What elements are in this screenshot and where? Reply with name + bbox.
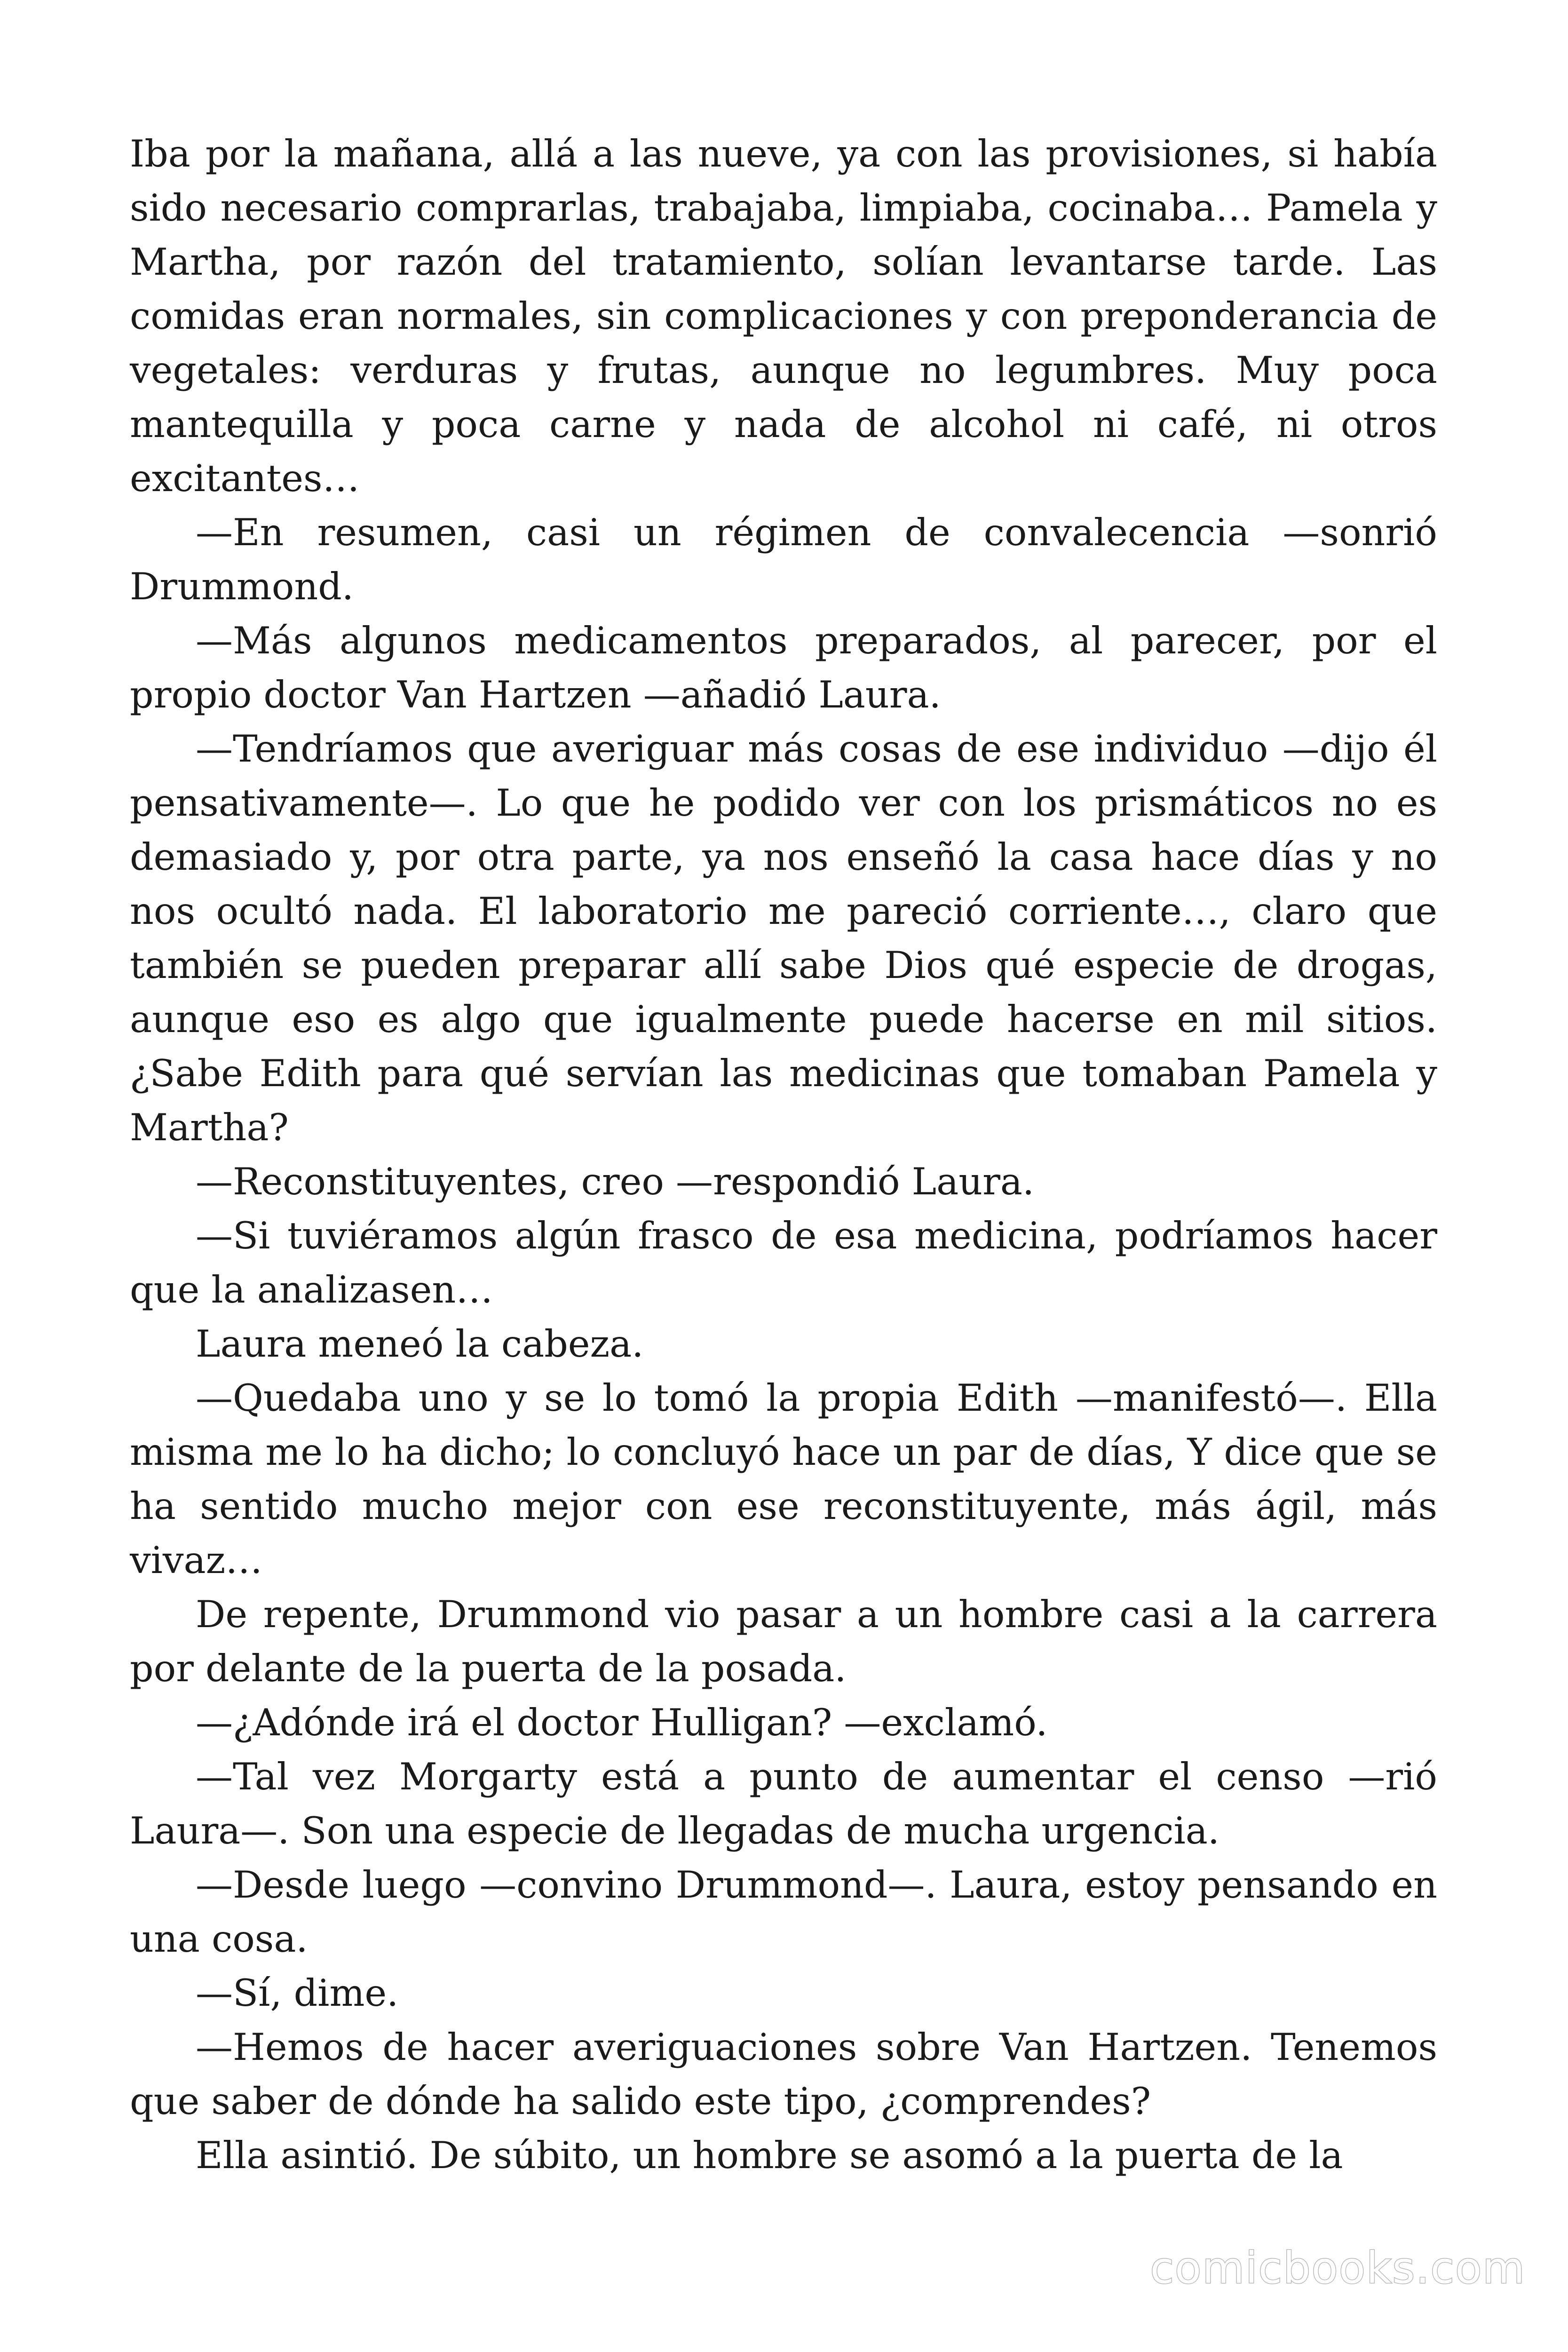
paragraph: —¿Adónde irá el doctor Hulligan? —exclamó. [196, 1701, 1048, 1744]
paragraph: Iba por la mañana, allá a las nueve, ya con las provisiones, si había sido necesario comprarlas, trabajaba, limpiaba, cocinaba… Pamela y Martha, por razón del tratamiento, solían levantarse tarde. Las comidas eran normales, sin complicaciones y con preponderancia de vegetales: verduras y frutas, aunque no legumbres. Muy poca mantequilla y poca carne y nada de alcohol ni café, ni otros excitantes… [130, 132, 1437, 500]
page-body-text [130, 127, 1437, 2183]
paragraph: —Quedaba uno y se lo tomó la propia Edith —manifestó—. Ella misma me lo ha dicho; lo concluyó hace un par de días, Y dice que se ha sentido mucho mejor con ese reconstituyente, más ágil, más vivaz… [130, 1376, 1437, 1582]
paragraph: —Tal vez Morgarty está a punto de aumentar el censo —rió Laura—. Son una especie de llegadas de mucha urgencia. [130, 1755, 1437, 1852]
paragraph: —Sí, dime. [196, 1971, 399, 2015]
paragraph: —Hemos de hacer averiguaciones sobre Van Hartzen. Tenemos que saber de dónde ha salido este tipo, ¿comprendes? [130, 2026, 1437, 2123]
paragraph: —Reconstituyentes, creo —respondió Laura. [196, 1160, 1035, 1203]
paragraph: Ella asintió. De súbito, un hombre se asomó a la puerta de la [196, 2134, 1343, 2177]
watermark: comicbooks.com [1150, 2243, 1526, 2293]
paragraph: De repente, Drummond vio pasar a un hombre casi a la carrera por delante de la puerta de la posada. [130, 1593, 1437, 1690]
paragraph: Laura meneó la cabeza. [196, 1322, 644, 1366]
paragraph: —Tendríamos que averiguar más cosas de ese individuo —dijo él pensativamente—. Lo que he podido ver con los prismáticos no es demasiado y, por otra parte, ya nos enseñó la casa hace días y no nos ocultó nada. El laboratorio me pareció corriente…, claro que también se pueden preparar allí sabe Dios qué especie de drogas, aunque eso es algo que igualmente puede hacerse en mil sitios. ¿Sabe Edith para qué servían las medicinas que tomaban Pamela y Martha? [130, 727, 1437, 1149]
paragraph: —Desde luego —convino Drummond—. Laura, estoy pensando en una cosa. [130, 1863, 1437, 1961]
paragraph: —Si tuviéramos algún frasco de esa medicina, podríamos hacer que la analizasen… [130, 1214, 1437, 1311]
paragraph: —En resumen, casi un régimen de convalecencia —sonrió Drummond. [130, 511, 1437, 608]
paragraph: —Más algunos medicamentos preparados, al parecer, por el propio doctor Van Hartzen —añadió Laura. [130, 619, 1437, 716]
